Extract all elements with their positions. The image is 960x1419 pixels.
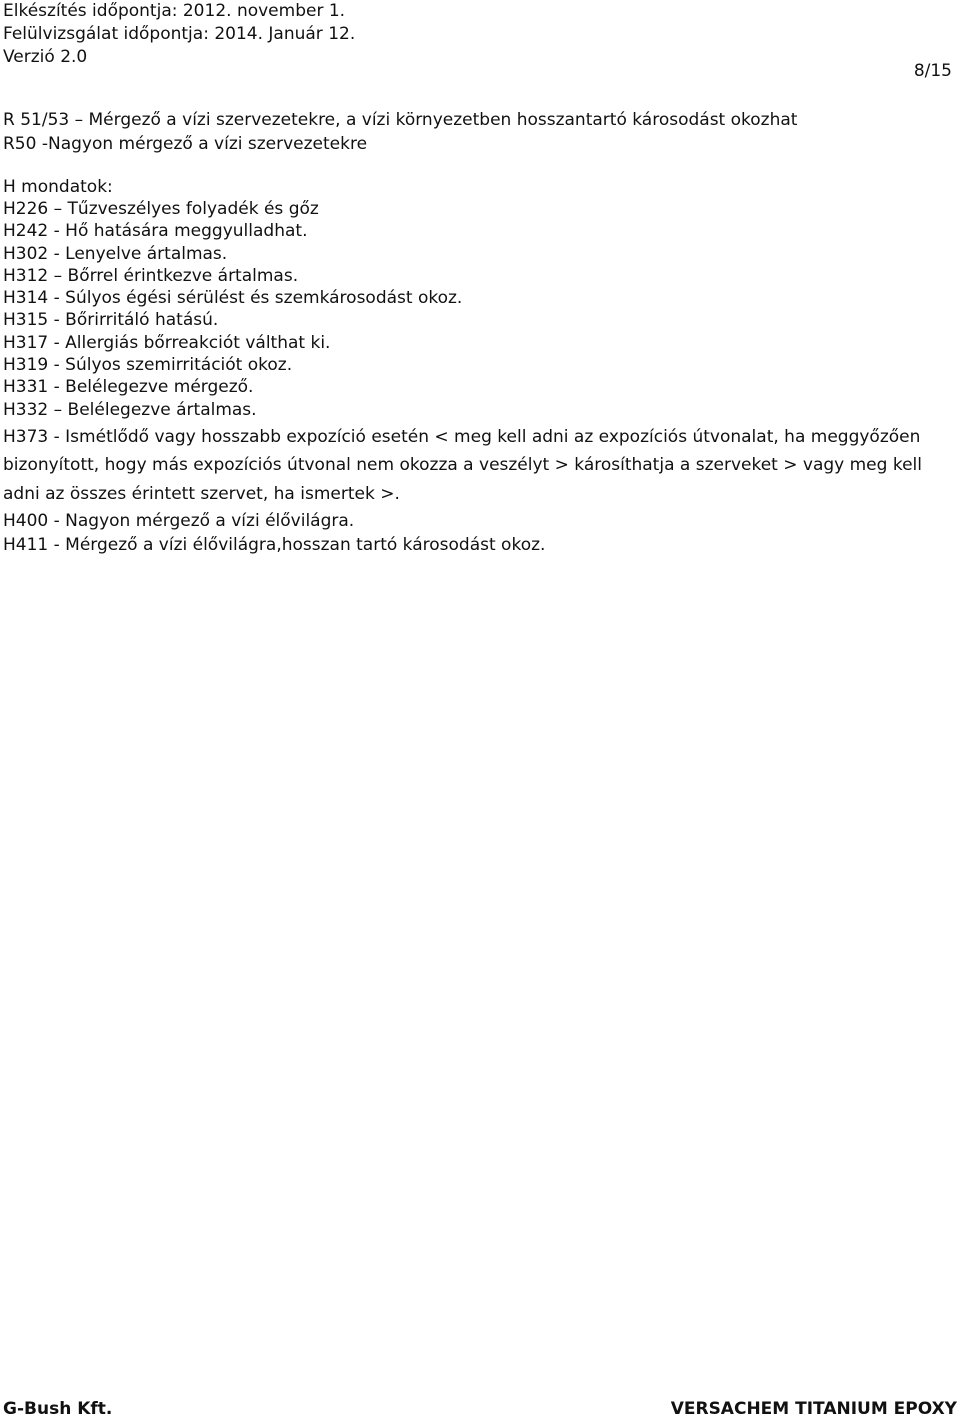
document-header [3,0,355,69]
h-statement-h319: H319 - Súlyos szemirritációt okoz. [3,355,293,376]
h-statement-h314: H314 - Súlyos égési sérülést és szemkárosodást okoz. [3,288,463,309]
h-statement-h411: H411 - Mérgező a vízi élővilágra,hosszan tartó károsodást okoz. [3,535,546,556]
h-statement-h332: H332 – Belélegezve ártalmas. [3,399,257,420]
version-label: Verzió 2.0 [3,47,88,67]
h-statements-heading: H mondatok: [3,177,113,197]
r-phrase-51-53: R 51/53 – Mérgező a vízi szervezetekre, a vízi környezetben hosszantartó károsodást okozhat [3,110,798,130]
h-statement-h331: H331 - Belélegezve mérgező. [3,377,254,398]
h-statement-h302: H302 - Lenyelve ártalmas. [3,243,228,264]
h-statement-h317: H317 - Allergiás bőrreakciót válthat ki. [3,332,331,353]
footer-product: VERSACHEM TITANIUM EPOXY [670,1399,957,1419]
document-body [3,108,953,557]
h-statement-h400: H400 - Nagyon mérgező a vízi élővilágra. [3,511,355,532]
footer-company: G-Bush Kft. [3,1399,113,1419]
h-statement-h315: H315 - Bőrirritáló hatású. [3,310,219,331]
page-number: 8/15 [913,61,952,81]
preparation-date: Elkészítés időpontja: 2012. november 1. [3,1,346,21]
h-statement-h373: H373 - Ismétlődő vagy hosszabb expozíció esetén < meg kell adni az expozíciós útvonalat, ha meggyőzően bizonyított, hogy más expozíciós útvonal nem okozza a veszélyt > károsíthatja a szerveket > vagy meg kell adni az összes érintett szervet, ha ismertek >. [3,426,922,504]
revision-date: Felülvizsgálat időpontja: 2014. Január 12. [3,24,356,44]
r-phrase-50: R50 -Nagyon mérgező a vízi szervezetekre [3,134,368,154]
h-statement-h312: H312 – Bőrrel érintkezve ártalmas. [3,265,299,286]
h-statement-h226: H226 – Tűzveszélyes folyadék és gőz [3,199,319,219]
h-statement-h242: H242 - Hő hatására meggyulladhat. [3,221,308,242]
